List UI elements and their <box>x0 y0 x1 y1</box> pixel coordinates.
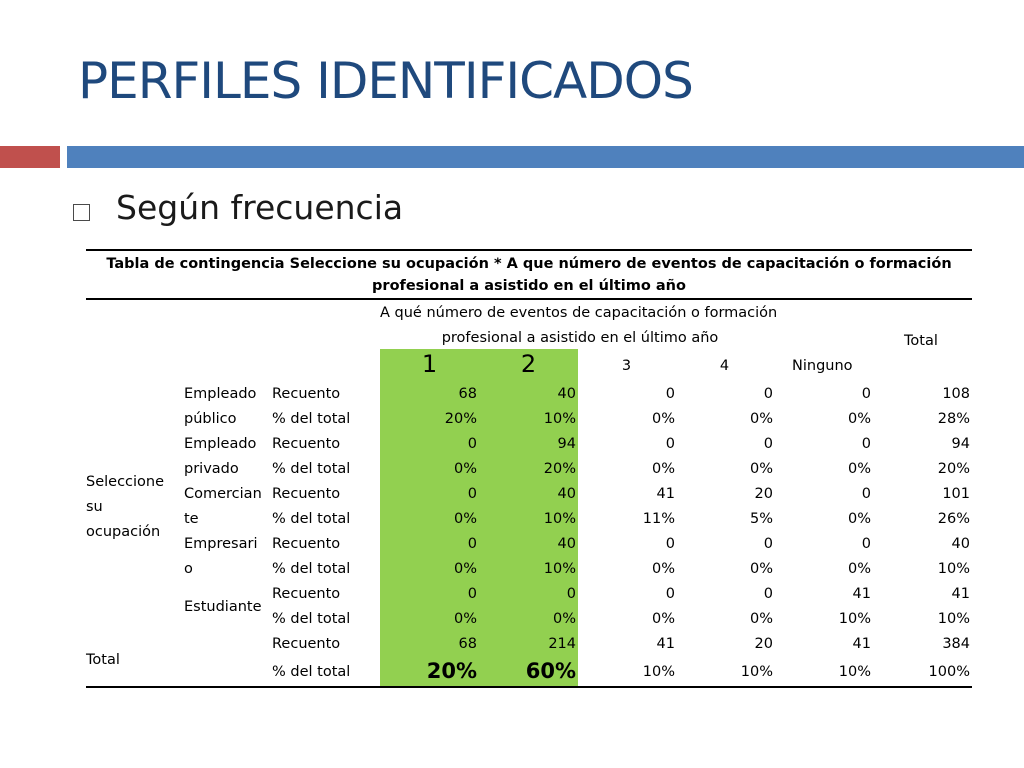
group-label: Comercian <box>184 486 262 502</box>
group-label: Empresari <box>184 536 258 552</box>
table-cell: 0 <box>665 536 675 552</box>
group-label: o <box>184 561 193 577</box>
table-cell: 0% <box>453 561 477 577</box>
metric-label: Recuento <box>272 536 341 552</box>
table-cell: 108 <box>942 386 970 402</box>
metric-label: % del total <box>272 461 351 477</box>
table-cell: 0 <box>763 536 773 552</box>
total-cell: 41 <box>656 636 675 652</box>
table-cell: 0% <box>749 461 773 477</box>
total-cell: 60% <box>525 659 576 683</box>
table-cell: 28% <box>937 411 970 427</box>
accent-band-blue <box>67 146 1024 168</box>
table-cell: 0 <box>566 586 576 602</box>
table-cell: 11% <box>642 511 675 527</box>
table-cell: 0% <box>651 561 675 577</box>
table-cell: 40 <box>557 386 576 402</box>
column-question-line1: A qué número de eventos de capacitación o formación <box>380 305 778 321</box>
table-cell: 0 <box>763 586 773 602</box>
row-group-label: su <box>86 499 103 515</box>
column-header: 1 <box>421 350 438 378</box>
table-cell: 10% <box>937 611 970 627</box>
table-caption: Tabla de contingencia Seleccione su ocupación * A que número de eventos de capacitación o formación profesional a asistido en el último año <box>106 256 952 294</box>
table-cell: 0 <box>763 436 773 452</box>
table-cell: 0 <box>861 486 871 502</box>
table-cell: 20% <box>543 461 576 477</box>
total-cell: 384 <box>942 636 970 652</box>
group-label: público <box>184 411 237 427</box>
table-cell: 40 <box>557 536 576 552</box>
total-cell: 10% <box>838 664 871 680</box>
table-cell: 0% <box>651 611 675 627</box>
table-cell: 40 <box>557 486 576 502</box>
table-cell: 0% <box>453 511 477 527</box>
group-label: Empleado <box>184 436 257 452</box>
total-row-label: Total <box>86 652 120 668</box>
table-cell: 20% <box>444 411 477 427</box>
table-cell: 94 <box>557 436 576 452</box>
table-cell: 101 <box>942 486 970 502</box>
table-cell: 0 <box>467 586 477 602</box>
table-cell: 41 <box>656 486 675 502</box>
table-cell: 0% <box>651 411 675 427</box>
table-cell: 0 <box>665 436 675 452</box>
accent-band-red <box>0 146 60 168</box>
table-cell: 20% <box>937 461 970 477</box>
column-question-line2: profesional a asistido en el último año <box>441 330 719 346</box>
table-cell: 94 <box>951 436 970 452</box>
table-caption-top-rule <box>86 249 972 251</box>
table-cell: 0 <box>861 386 871 402</box>
table-cell: 0 <box>467 486 477 502</box>
table-cell: 0% <box>847 461 871 477</box>
table-cell: 0% <box>847 411 871 427</box>
table-cell: 10% <box>543 411 576 427</box>
table-cell: 41 <box>951 586 970 602</box>
table-cell: 0 <box>665 586 675 602</box>
table-cell: 20 <box>754 486 773 502</box>
table-cell: 0% <box>749 561 773 577</box>
total-cell: 10% <box>642 664 675 680</box>
column-header: 3 <box>621 358 632 374</box>
group-label: te <box>184 511 199 527</box>
group-label: privado <box>184 461 239 477</box>
table-cell: 0% <box>749 411 773 427</box>
total-column-header: Total <box>904 333 938 349</box>
slide-title: PERFILES IDENTIFICADOS <box>78 52 693 110</box>
metric-label: % del total <box>272 411 351 427</box>
table-cell: 0 <box>665 386 675 402</box>
table-cell: 40 <box>951 536 970 552</box>
row-group-label: ocupación <box>86 524 161 540</box>
table-cell: 10% <box>543 511 576 527</box>
total-cell: 100% <box>928 664 970 680</box>
table-cell: 0% <box>552 611 576 627</box>
table-cell: 10% <box>937 561 970 577</box>
slide-subtitle: Según frecuencia <box>116 188 404 227</box>
metric-label: Recuento <box>272 486 341 502</box>
table-cell: 0% <box>651 461 675 477</box>
row-group-label: Seleccione <box>86 474 165 490</box>
metric-label: Recuento <box>272 436 341 452</box>
column-header: 2 <box>520 350 537 378</box>
total-cell: 68 <box>458 636 477 652</box>
total-cell: 20 <box>754 636 773 652</box>
metric-label: Recuento <box>272 636 341 652</box>
table-cell: 0% <box>847 561 871 577</box>
total-cell: 41 <box>852 636 871 652</box>
metric-label: % del total <box>272 611 351 627</box>
column-header: Ninguno <box>792 358 853 374</box>
table-cell: 0% <box>847 511 871 527</box>
hollow-square-bullet-icon <box>73 204 90 221</box>
metric-label: Recuento <box>272 586 341 602</box>
column-header: 4 <box>719 358 730 374</box>
table-caption-bottom-rule <box>86 298 972 300</box>
table-bottom-rule <box>86 686 972 688</box>
table-cell: 68 <box>458 386 477 402</box>
table-cell: 0 <box>861 536 871 552</box>
group-label: Empleado <box>184 386 257 402</box>
metric-label: % del total <box>272 664 351 680</box>
metric-label: Recuento <box>272 386 341 402</box>
table-cell: 10% <box>838 611 871 627</box>
table-cell: 41 <box>852 586 871 602</box>
metric-label: % del total <box>272 511 351 527</box>
table-cell: 0 <box>467 436 477 452</box>
table-cell: 0 <box>467 536 477 552</box>
table-cell: 0% <box>453 461 477 477</box>
table-cell: 0% <box>453 611 477 627</box>
total-cell: 214 <box>548 636 576 652</box>
group-label: Estudiante <box>184 599 262 615</box>
table-cell: 0% <box>749 611 773 627</box>
table-cell: 10% <box>543 561 576 577</box>
table-cell: 0 <box>861 436 871 452</box>
table-cell: 5% <box>749 511 773 527</box>
table-cell: 0 <box>763 386 773 402</box>
table-cell: 26% <box>937 511 970 527</box>
metric-label: % del total <box>272 561 351 577</box>
total-cell: 10% <box>740 664 773 680</box>
total-cell: 20% <box>426 659 477 683</box>
